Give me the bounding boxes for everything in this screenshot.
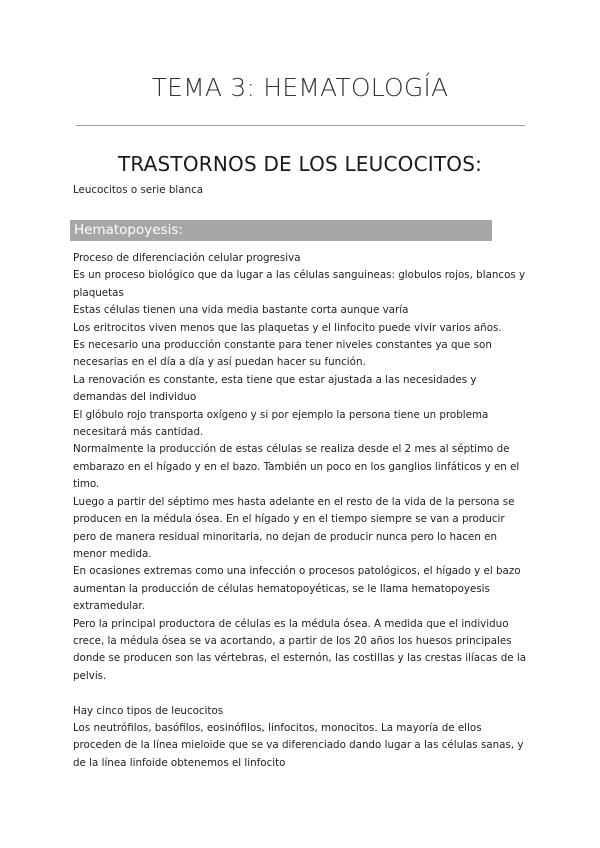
body-paragraph: La renovación es constante, esta tiene que estar ajustada a las necesidades y demandas del individuo bbox=[73, 373, 477, 404]
document-title: TEMA 3: HEMATOLOGÍA bbox=[151, 73, 449, 102]
body-paragraph: Normalmente la producción de estas células se realiza desde el 2 mes al séptimo de embarazo en el hígado y en el bazo. También un poco en los ganglios linfáticos y en el timo. bbox=[73, 443, 520, 491]
body-paragraph: Proceso de diferenciación celular progresiva bbox=[73, 252, 301, 264]
body-paragraph: Estas células tienen una vida media bastante corta aunque varía bbox=[73, 304, 409, 317]
section-subtitle: Leucocitos o serie blanca bbox=[73, 184, 204, 196]
body-paragraph: Es necesario una producción constante para tener niveles constantes ya que son necesarias en el día a día y así puedan hacer su función. bbox=[73, 339, 492, 369]
body-paragraph: Los eritrocitos viven menos que las plaquetas y el linfocito puede vivir varios años. bbox=[73, 321, 502, 334]
body-paragraph: El glóbulo rojo transporta oxígeno y si por ejemplo la persona tiene un problema necesitará más cantidad. bbox=[73, 408, 489, 439]
section-title: TRASTORNOS DE LOS LEUCOCITOS: bbox=[117, 152, 483, 176]
body-paragraph: Pero la principal productora de células es la médula ósea. A medida que el individuo crece, la médula ósea se va acortando, a partir de los 20 años los huesos principales donde se producen son las vértebras, el esternón, las costillas y las crestas ilíacas de la pelvis. bbox=[73, 617, 527, 682]
subsection-heading: Hematopoyesis: bbox=[74, 222, 183, 238]
body-paragraph: Los neutrófilos, basófilos, eosinófilos, linfocitos, monocitos. La mayoría de ellos proceden de la línea mieloide que se va diferenciado dando lugar a las células sanas, y de la línea linfoide obtenemos el linfocito bbox=[73, 721, 524, 769]
body-paragraph: Es un proceso biológico que da lugar a las células sanguineas: globulos rojos, blancos y plaquetas bbox=[73, 269, 526, 299]
body-text bbox=[73, 250, 531, 772]
subsection-heading-bar bbox=[70, 220, 492, 241]
body-paragraph: Luego a partir del séptimo mes hasta adelante en el resto de la vida de la persona se producen en la médula ósea. En el hígado y en el tiempo siempre se van a producir pero de manera residual minoritaria, no dejan de producir nunca pero lo hacen en menor medida. bbox=[73, 495, 515, 560]
body-paragraph: Hay cinco tipos de leucocitos bbox=[73, 704, 224, 717]
paragraph-gap bbox=[73, 685, 531, 702]
body-paragraph: En ocasiones extremas como una infección o procesos patológicos, el hígado y el bazo aumentan la producción de células hematopoyéticas, se le llama hematopoyesis extramedular. bbox=[73, 565, 521, 613]
title-divider bbox=[76, 125, 525, 126]
